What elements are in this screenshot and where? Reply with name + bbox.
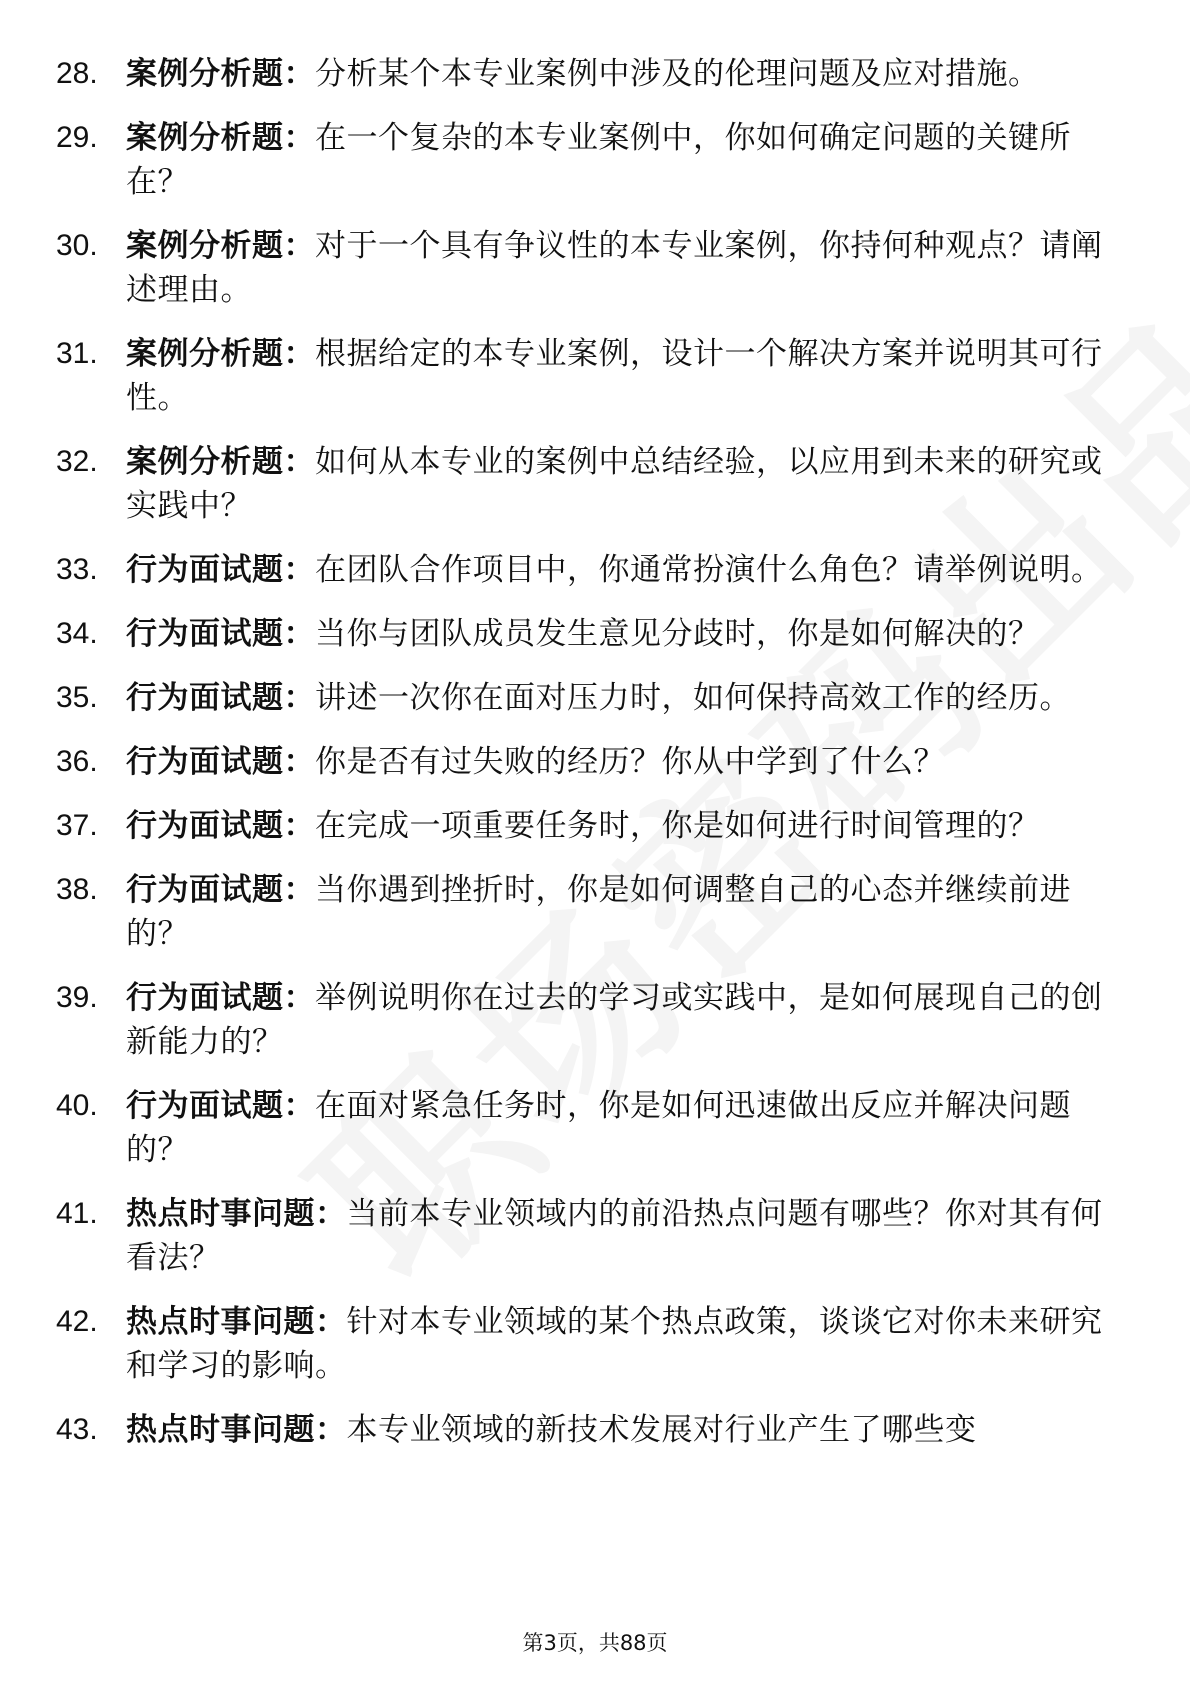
question-category: 案例分析题： — [126, 120, 315, 156]
question-number: 31. — [56, 337, 98, 370]
question-number: 34. — [56, 617, 98, 650]
question-text: 在团队合作项目中，你通常扮演什么角色？请举例说明。 — [315, 552, 1103, 588]
question-text: 分析某个本专业案例中涉及的伦理问题及应对措施。 — [315, 56, 1040, 92]
question-body — [126, 224, 1126, 312]
question-number: 38. — [56, 873, 98, 906]
question-body — [126, 332, 1126, 420]
question-text: 讲述一次你在面对压力时，如何保持高效工作的经历。 — [315, 680, 1071, 716]
question-body — [126, 976, 1126, 1064]
question-item — [0, 868, 1190, 956]
question-text: 在一个复杂的本专业案例中，你如何确定问题的关键所在？ — [126, 120, 1071, 200]
question-body — [126, 740, 1126, 784]
question-body — [126, 116, 1126, 204]
question-item — [0, 224, 1190, 312]
question-category: 行为面试题： — [126, 980, 315, 1016]
question-item — [0, 332, 1190, 420]
question-item — [0, 1084, 1190, 1172]
question-number: 35. — [56, 681, 98, 714]
question-text: 当你遇到挫折时，你是如何调整自己的心态并继续前进的？ — [126, 872, 1071, 952]
question-number: 36. — [56, 745, 98, 778]
page-footer — [0, 1627, 1190, 1657]
question-body — [126, 52, 1126, 96]
question-body — [126, 1192, 1126, 1280]
question-number: 42. — [56, 1305, 98, 1338]
question-category: 行为面试题： — [126, 744, 315, 780]
question-body — [126, 1084, 1126, 1172]
question-body — [126, 868, 1126, 956]
question-text: 当前本专业领域内的前沿热点问题有哪些？你对其有何看法？ — [126, 1196, 1103, 1276]
question-category: 行为面试题： — [126, 616, 315, 652]
question-category: 行为面试题： — [126, 552, 315, 588]
question-category: 行为面试题： — [126, 680, 315, 716]
question-body — [126, 1300, 1126, 1388]
question-text: 当你与团队成员发生意见分歧时，你是如何解决的？ — [315, 616, 1040, 652]
question-text: 对于一个具有争议性的本专业案例，你持何种观点？请阐述理由。 — [126, 228, 1103, 308]
question-number: 33. — [56, 553, 98, 586]
question-number: 41. — [56, 1197, 98, 1230]
question-body — [126, 548, 1126, 592]
question-text: 根据给定的本专业案例，设计一个解决方案并说明其可行性。 — [126, 336, 1103, 416]
question-body — [126, 804, 1126, 848]
question-item — [0, 116, 1190, 204]
question-body — [126, 1408, 1126, 1452]
question-text: 你是否有过失败的经历？你从中学到了什么？ — [315, 744, 945, 780]
question-text: 本专业领域的新技术发展对行业产生了哪些变 — [346, 1412, 977, 1448]
question-number: 28. — [56, 57, 98, 90]
question-item — [0, 1192, 1190, 1280]
question-category: 案例分析题： — [126, 56, 315, 92]
question-item — [0, 548, 1190, 592]
question-text: 针对本专业领域的某个热点政策，谈谈它对你未来研究和学习的影响。 — [126, 1304, 1103, 1384]
question-category: 热点时事问题： — [126, 1304, 347, 1340]
question-text: 在完成一项重要任务时，你是如何进行时间管理的？ — [315, 808, 1040, 844]
question-category: 案例分析题： — [126, 444, 315, 480]
question-text: 如何从本专业的案例中总结经验，以应用到未来的研究或实践中？ — [126, 444, 1103, 524]
question-number: 39. — [56, 981, 98, 1014]
question-number: 30. — [56, 229, 98, 262]
question-number: 32. — [56, 445, 98, 478]
question-category: 行为面试题： — [126, 872, 315, 908]
question-category: 行为面试题： — [126, 808, 315, 844]
question-number: 43. — [56, 1413, 98, 1446]
question-item — [0, 440, 1190, 528]
question-text: 举例说明你在过去的学习或实践中，是如何展现自己的创新能力的？ — [126, 980, 1103, 1060]
question-item — [0, 676, 1190, 720]
question-item — [0, 1408, 1190, 1452]
question-body — [126, 676, 1126, 720]
question-item — [0, 740, 1190, 784]
question-body — [126, 440, 1126, 528]
question-category: 案例分析题： — [126, 336, 315, 372]
question-number: 29. — [56, 121, 98, 154]
question-item — [0, 52, 1190, 96]
question-number: 40. — [56, 1089, 98, 1122]
question-text: 在面对紧急任务时，你是如何迅速做出反应并解决问题的？ — [126, 1088, 1071, 1168]
question-category: 行为面试题： — [126, 1088, 315, 1124]
question-body — [126, 612, 1126, 656]
question-item — [0, 976, 1190, 1064]
question-list — [0, 52, 1190, 1472]
page-number-label: 第3页，共88页 — [522, 1631, 668, 1655]
question-number: 37. — [56, 809, 98, 842]
question-category: 热点时事问题： — [126, 1412, 347, 1448]
question-category: 热点时事问题： — [126, 1196, 347, 1232]
question-item — [0, 1300, 1190, 1388]
question-item — [0, 804, 1190, 848]
question-item — [0, 612, 1190, 656]
question-category: 案例分析题： — [126, 228, 315, 264]
